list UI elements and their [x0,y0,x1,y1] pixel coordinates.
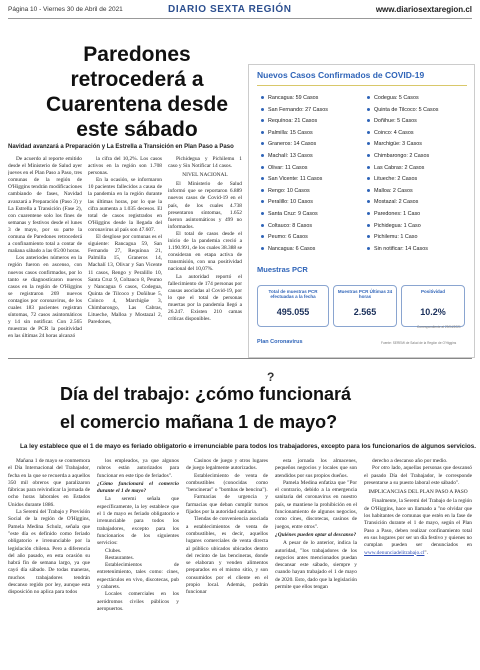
commune-case-text: Litueche: 2 Casos [374,176,418,183]
commune-case-item [367,107,438,113]
paragraph: derecho a descanso año por medio. [372,458,448,464]
headline-line: retrocederá a [70,68,204,91]
commune-case-text: Marchigüe: 3 Casos [374,141,422,148]
bullet-icon [261,189,264,192]
commune-case-item [261,141,316,147]
commune-case-text: Chimbarongo: 2 Casos [374,153,430,159]
bullet-icon [367,212,370,215]
bullet-icon [261,166,264,169]
commune-case-text: Mostazal: 2 Casos [374,199,419,206]
commune-case-text: Las Cabras: 2 Casos [374,164,425,171]
bullet-icon [261,200,264,203]
question-heading: ¿Quiénes pueden optar al descanso? [275,531,357,538]
commune-case-item [261,188,310,194]
box-label: Muestras PCR Últimas 24 horas [337,289,393,299]
headline-line: Paredones [83,43,191,66]
commune-case-item [367,199,418,205]
commune-case-item [367,176,417,182]
paragraph [364,498,472,556]
article1-column-2 [88,156,162,358]
commune-case-text: San Vicente: 11 Casos [268,176,323,183]
paragraph-text: Finalmente, la Seremi del Trabajo de la región de O'Higgins, hace un llamado a "no olvidar que los habitantes de comunas que estén en la fase de Transición durante el 1 de mayo, según el Plan Paso a Paso, deben realizar confinamiento total en sus hogares por ser un día festivo y quienes no cumplan pueden ser denunciados en [364,498,472,549]
commune-case-text: Coinco: 4 Casos [374,129,414,136]
bullet-icon [367,189,370,192]
commune-case-item [261,211,318,217]
commune-case-item [261,246,315,252]
covid-infographic [248,64,475,358]
commune-case-text: Requínoa: 21 Casos [268,118,318,125]
bullet-icon [261,96,264,99]
paragraph: A pesar de lo anterior, indica la autoridad, "los trabajadores de los negocios antes mencionados puedan descansar este sábado, siempre y cuando hayan trabajado el 1 de mayo de 2020. Esto, dado que la legislación permite que ellos tengan [275,540,357,591]
article2-column-4 [275,458,357,664]
denuncia-link[interactable]: www.denunciadelitrabajo.cl [364,549,425,556]
commune-case-item [367,211,420,217]
bullet-icon [367,247,370,250]
paragraph: El Ministerio de Salud informó que se reportaron 6.889 nuevos casos de Covid-19 en el país, de los cuales 4.738 presentaron síntomas, 1.652 fueron asintomáticos y 499 no informados. [168,181,242,230]
paragraph: La autoridad reportó el fallecimiento de 174 personas por causas asociadas al Covid-19, por lo que el total de personas muertas por la pandemia llegó a 26.247. Existen 210 camas críticas disponibles. [168,273,242,323]
article2-column-1 [8,458,90,664]
bullet-icon [261,108,264,111]
bullet-icon [367,235,370,238]
commune-case-text: Machalí: 13 Casos [268,153,313,159]
question-heading: ¿Cómo funcionará el comercio durante el 1 de mayo? [97,480,179,495]
infographic-title: Nuevos Casos Confirmados de COVID-19 [257,70,425,80]
list-item: Casinos de juego y otros lugares de juego legalmente autorizados. [186,458,268,472]
commune-case-text: Pichilemu: 1 Caso [374,234,418,241]
bullet-icon [367,96,370,99]
newspaper-name: DIARIO SEXTA REGIÓN [168,4,292,15]
commune-case-text: Pichidegua: 1 Caso [374,222,421,229]
plan-coronavirus-label: Plan Coronavirus [257,339,303,345]
bullet-icon [261,212,264,215]
page-date: Página 10 - Viernes 30 de Abril de 2021 [8,6,123,13]
bullet-icon [261,247,264,250]
paragraph: La Seremi del Trabajo y Previsión Social de la región de O'Higgins, Pamela Medina Schulz, señala que "este día es definido como feriado obligatorio e irrenunciable por la legislación chilena. Pero a diferencia del año pasado, en esta ocasión su habrá fin de semana largo, ya que cayó día sábado. De todas maneras, muchos trabajadores tendrán descanso regido por ley, aunque esta disposición no aplica para todos [8,509,90,596]
commune-case-item [367,223,421,229]
commune-case-text: Peralillo: 10 Casos [268,199,313,206]
bullet-icon [367,224,370,227]
page-header [8,4,472,19]
article-divider [8,358,472,359]
article2-column-5 [364,458,472,664]
bullet-icon [367,142,370,145]
list-item: Establecimiento de venta de combustibles (conocidas como "bencineras" o "bombas de bencina"). [186,472,268,494]
commune-case-item [367,165,424,171]
paragraph: De acuerdo al reporte emitido desde el Ministerio de Salud ayer jueves en el Plan Paso a Paso, tres comunas de la región de O'Higgins tendrán modificaciones cambiando de fases, Navidad avanzará a Preparación (Paso 3) y La Estrella a Transición (Fase 2), con cuarentene solo los fines de semanas y festivos desde el lunes 3 de mayo, por su parte la comuna de Paredones retrocederá a confinamiento total a contar de mañana sábado a las 05:00 horas. [8,156,82,255]
commune-case-text: Santa Cruz: 9 Casos [268,211,318,217]
article1-subtitle: Navidad avanzará a Preparación y La Estrella a Transición en Plan Paso a Paso [8,144,234,150]
commune-case-text: Codegua: 5 Casos [374,95,419,101]
section-heading: IMPLICANCIAS DEL PLAN PASO A PASO [368,489,468,496]
paragraph: Por otro lado, aquellas personas que descansó el pasado Día del Trabajador, le corresponde presentarse a su puesto laboral este sábado". [364,465,472,486]
commune-case-item [261,199,313,205]
list-item: Establecimientos de entretenimiento, tales como: cines, espectáculos en vivo, discotecas, pub y cabarets. [97,562,179,591]
commune-case-text: Rengo: 10 Casos [268,187,310,194]
section-heading: NIVEL NACIONAL [182,172,228,179]
commune-case-text: Palmilla: 15 Casos [268,129,313,136]
pcr-total-box [257,285,329,327]
bullet-icon [367,166,370,169]
commune-case-item [261,153,313,159]
paragraph: Pamela Medina enfatiza que "Por el contrario, debido a la emergencia sanitaria del coronavirus en nuestro país, se mantiene la prohibición en el funcionamiento de algunos negocios, como cines, discotecas, casinos de juegos, entre otros". [275,479,357,530]
paragraph: esta jornada los almacenes, pequeños negocios y locales que son atendidos por sus propios dueños. [275,458,357,479]
commune-case-item [367,246,428,252]
bullet-icon [367,177,370,180]
bullet-icon [261,119,264,122]
bullet-icon [367,131,370,134]
bullet-icon [367,200,370,203]
commune-case-item [261,234,308,240]
commune-case-item [367,234,417,240]
commune-case-item [261,165,307,171]
commune-case-text: Sin notificar: 14 Casos [374,245,428,252]
commune-case-item [261,107,328,113]
title-underline [257,85,467,86]
list-item: Locales comerciales en los aeródromos civiles públicos y aeropuertos. [97,591,179,612]
paragraph: los empleados, ya que algunos rubros están autorizados para funcionar en este tipo de feriados". [97,458,179,479]
commune-case-item [367,95,419,101]
commune-case-item [367,130,414,136]
bullet-icon [367,119,370,122]
commune-case-item [367,188,413,194]
commune-case-text: Doñihue: 5 Casos [374,118,417,125]
infographic-footnote: Correspondiente al 29/04/2021 [417,325,461,329]
article2-column-2 [97,458,179,664]
paragraph: la cifra del 10,2%. Los casos activos en la región son 1.708 personas. [88,156,162,177]
commune-case-item [261,130,313,136]
article2-subtitle: La ley establece que el 1 de mayo es feriado obligatorio e irrenunciable para todos los trabajadores, excepto para los funcionarios de algunos servicios. [20,443,476,450]
question-mark-icon: ? [267,370,275,384]
pcr-title: Muestras PCR [257,265,308,274]
list-item: Clubes. [105,547,122,554]
paragraph: En la ocasión, se informaron 10 pacientes fallecidos a causa de la pandemia en la región durante las últimas horas, por lo que la cifra aumenta a 1.035 decesos. El total de casos registrados en O'Higgins desde la llegada del coronavirus al país son 47.607. [88,177,162,233]
commune-case-item [261,176,322,182]
commune-case-item [261,118,317,124]
article2-column-3 [186,458,268,664]
box-value: 2.565 [353,307,377,317]
commune-case-text: Graneros: 14 Casos [268,141,317,148]
bullet-icon [261,131,264,134]
infographic-source: Fuente: SEREMI de Salud de la Región de O'Higgins [381,341,457,345]
bullet-icon [261,177,264,180]
paragraph: El desglose por comunas es el siguiente: Rancagua 59, San Fernando 27, Requínoa 21, Palmilla 15, Graneros 14, Machalí 13, Olivar y San Vicente 11 casos, Rengo y Peralillo 10, Santa Cruz 9, Coltauco 8, Peumo y Nancagua 6 casos, Codegua, Quinta de Tilcoco y Doñihue 5, Coinco 4, Marchigüe 3, Chimbarongo, Las Cabras, Litueche, Malloa y Mostazal 2, Paredones, [88,234,162,326]
closing-quote: ". [424,549,428,556]
headline-line: Cuarentena desde [45,93,229,116]
box-value: 495.055 [276,307,310,317]
commune-case-text: Coltauco: 8 Casos [268,222,313,229]
paragraph: El total de casos desde el inicio de la pandemia creció a 1.190.991, de los cuales 38.388 se consideran en etapa activa de transmisión, con una positividad nacional del 10,07%. [168,230,242,273]
commune-case-text: Rancagua: 59 Casos [268,95,319,101]
commune-case-text: Malloa: 2 Casos [374,187,413,194]
box-value: 10.2% [420,307,446,317]
commune-case-text: Peumo: 6 Casos [268,234,308,241]
box-label: Total de muestras PCR efectuadas a la fecha [268,289,318,299]
commune-case-text: Olivar: 11 Casos [268,164,308,171]
headline-line: este sábado [76,118,198,141]
commune-case-text: Quinta de Tilcoco: 5 Casos [374,106,439,113]
positivity-box [401,285,465,327]
article2-headline-line2: el comercio mañana 1 de mayo? [60,412,338,432]
bullet-icon [367,154,370,157]
bullet-icon [261,235,264,238]
paragraph: Los anteriodes números en la región fueron en ascenso, con nuevos casos confirmados, por lo tanto se diagnosticaron nuevos casos en la región de O'Higgins se registraron 269 nuevos contagios por coronavirus, de los cuales 183 pacientes registran síntomas, 72 casos asintomáticos y 14 sin notificar. Con 2.565 muestras de PCR la positividad en las últimas 24 horas alcanzó [8,255,82,340]
paragraph: La seremi señala que específicamente, la ley establece que el 1 de mayo es feriado obligatorio e irrenunciable para todos los trabajadores, excepto para los funcionarios de los siguientes servicios: [97,496,179,547]
commune-case-item [261,95,318,101]
bullet-icon [261,224,264,227]
commune-case-item [261,223,312,229]
pcr-24h-box [333,285,397,327]
paragraph: Mañana 1 de mayo se conmemora el Día Internacional del Trabajador, fecha en la que se recuerda a aquellos 350 mil obreros que paralizaron fábricas para reivindicar la jornada de ocho horas laborales en Estados Unidos durante 1886. [8,458,90,508]
bullet-icon [261,142,264,145]
box-label: Positividad [420,289,445,294]
list-item: Farmacias de urgencia y farmacias que deban cumplir turnos fijados por la autoridad sanitaria. [186,494,268,516]
commune-case-item [367,118,417,124]
article1-column-1 [8,156,82,358]
commune-case-item [367,141,422,147]
bullet-icon [367,108,370,111]
list-item: Tiendas de conveniencia asociada a establecimientos de venta de combustibles, es decir, aquellos lugares comerciales de venta directa al público ubicados ubicados dentro del recinto de las bencineras, donde se elaboran y venden alimentos preparados en el mismo sitio, y son consumidos por el cliente en el propio local. Además, podrán funcionar [186,516,268,596]
commune-case-text: Nancagua: 6 Casos [268,245,316,252]
article2-headline-line1: Día del trabajo: ¿cómo funcionará [60,384,352,404]
commune-case-text: Paredones: 1 Caso [374,211,421,217]
commune-case-text: San Fernando: 27 Casos [268,106,328,113]
article1-column-3 [168,156,242,358]
newspaper-url[interactable]: www.diariosextaregion.cl [375,5,472,14]
list-item: Restaurantes. [105,554,134,561]
commune-case-item [367,153,429,159]
bullet-icon [261,154,264,157]
article1-headline [12,42,262,142]
paragraph: Pichidegua y Pichilemu 1 caso y Sin Notificar 14 casos. [168,156,242,170]
